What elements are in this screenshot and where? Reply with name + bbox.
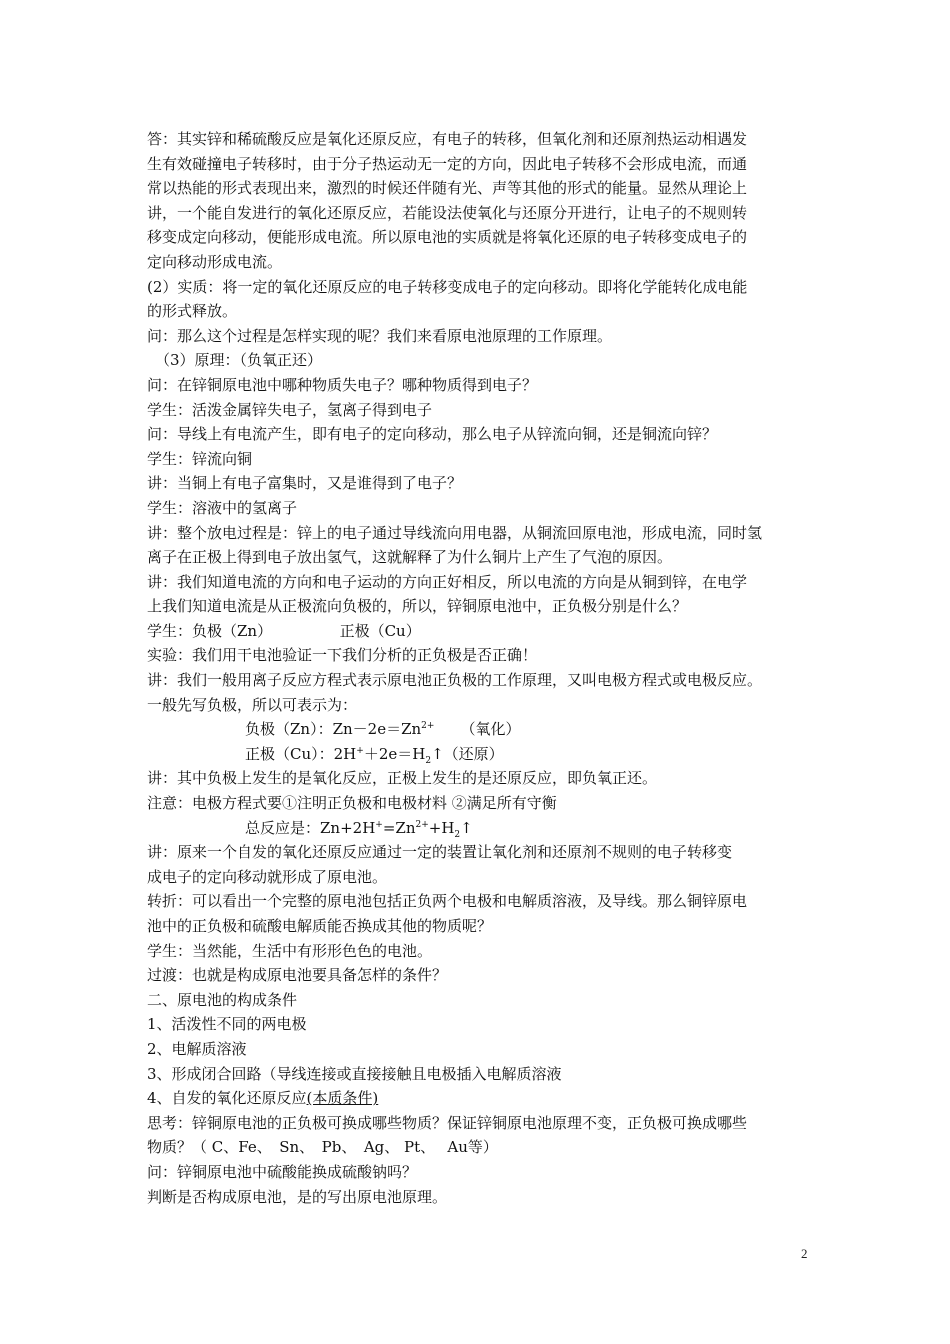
overall-reaction-equation <box>147 816 815 841</box>
equation-text: ＋2e＝H <box>363 744 426 763</box>
list-item-text: 4、自发的氧化还原反应 <box>147 1089 307 1108</box>
equation-text: 负极（Zn）：Zn－2e＝Zn <box>245 720 422 739</box>
section-heading: 二、原电池的构成条件 <box>147 990 298 1009</box>
subscript: 2 <box>425 755 432 766</box>
paragraph-line: 讲，一个能自发进行的氧化还原反应，若能设法使氧化与还原分开进行，让电子的不规则转 <box>147 203 748 222</box>
positive-electrode-equation <box>147 742 815 767</box>
equation-note: ↑（还原） <box>431 744 504 763</box>
equation-text: +H <box>428 818 455 837</box>
section-heading: （3）原理：（负氧正还） <box>155 351 323 370</box>
paragraph-line: 一般先写负极，所以可表示为： <box>147 695 358 714</box>
list-item: 2、电解质溶液 <box>147 1039 247 1058</box>
paragraph-line: 过渡：也就是构成原电池要具备怎样的条件？ <box>147 966 448 985</box>
paragraph-line: 讲：原来一个自发的氧化还原反应通过一定的装置让氧化剂和还原剂不规则的电子转移变 <box>147 843 733 862</box>
paragraph-line: 学生：当然能，生活中有形形色色的电池。 <box>147 941 433 960</box>
superscript: 2+ <box>415 819 429 830</box>
paragraph-line: 移变成定向移动，便能形成电流。所以原电池的实质就是将氧化还原的电子转移变成电子的 <box>147 228 748 247</box>
paragraph-line: 生有效碰撞电子转移时，由于分子热运动无一定的方向，因此电子转移不会形成电流，而通 <box>147 154 748 173</box>
negative-electrode-equation <box>147 717 815 742</box>
list-item <box>147 1086 815 1111</box>
paragraph-line: 常以热能的形式表现出来，激烈的时候还伴随有光、声等其他的形式的能量。显然从理论上 <box>147 179 748 198</box>
paragraph-line: 学生：负极（Zn） 正极（Cu） <box>147 621 421 640</box>
document-body <box>147 127 815 1209</box>
paragraph-line: 讲：其中负极上发生的是氧化反应，正极上发生的是还原反应，即负氧正还。 <box>147 769 658 788</box>
underlined-note: (本质条件) <box>306 1089 379 1108</box>
equation-text: 总反应是：Zn+2H <box>245 818 376 837</box>
paragraph-line: 定向移动形成电流。 <box>147 252 283 271</box>
list-item: 1、活泼性不同的两电极 <box>147 1015 307 1034</box>
paragraph-line: 注意：电极方程式要①注明正负极和电极材料 ②满足所有守衡 <box>147 794 557 813</box>
equation-text: 正极（Cu）：2H <box>245 744 357 763</box>
superscript: 2+ <box>421 721 435 732</box>
paragraph-line: (2）实质：将一定的氧化还原反应的电子转移变成电子的定向移动。即将化学能转化成电能 <box>147 277 748 296</box>
paragraph-line: 转折：可以看出一个完整的原电池包括正负两个电极和电解质溶液，及导线。那么铜锌原电 <box>147 892 748 911</box>
equation-text: =Zn <box>382 818 416 837</box>
paragraph-line: 答：其实锌和稀硫酸反应是氧化还原反应，有电子的转移，但氧化剂和还原剂热运动相遇发 <box>147 130 748 148</box>
paragraph-line: 讲：整个放电过程是：锌上的电子通过导线流向用电器，从铜流回原电池，形成电流，同时氢 <box>147 523 763 542</box>
paragraph-line: 问：锌铜原电池中硫酸能换成硫酸钠吗？ <box>147 1162 418 1181</box>
paragraph-line: 离子在正极上得到电子放出氢气，这就解释了为什么铜片上产生了气泡的原因。 <box>147 548 673 567</box>
equation-text: ↑ <box>460 818 473 837</box>
paragraph-line: 判断是否构成原电池，是的写出原电池原理。 <box>147 1187 448 1206</box>
paragraph-line: 学生：锌流向铜 <box>147 449 253 468</box>
paragraph-line: 问：在锌铜原电池中哪种物质失电子？哪种物质得到电子？ <box>147 375 538 394</box>
paragraph-line: 学生：活泼金属锌失电子，氢离子得到电子 <box>147 400 433 419</box>
paragraph-line: 的形式释放。 <box>147 302 238 321</box>
superscript: + <box>356 745 364 756</box>
paragraph-line: 实验：我们用干电池验证一下我们分析的正负极是否正确！ <box>147 646 538 665</box>
list-item: 3、形成闭合回路（导线连接或直接接触且电极插入电解质溶液 <box>147 1064 562 1083</box>
paragraph-line: 讲：当铜上有电子富集时，又是谁得到了电子？ <box>147 474 463 493</box>
equation-note: （氧化） <box>460 720 521 739</box>
paragraph-line: 物质？（ C、Fe、 Sn、 Pb、 Ag、 Pt、 Au等） <box>147 1138 498 1157</box>
paragraph-line: 思考：锌铜原电池的正负极可换成哪些物质？保证锌铜原电池原理不变，正负极可换成哪些 <box>147 1113 748 1132</box>
paragraph-line: 讲：我们一般用离子反应方程式表示原电池正负极的工作原理，又叫电极方程式或电极反应。 <box>147 671 763 690</box>
paragraph-line: 成电子的定向移动就形成了原电池。 <box>147 867 388 886</box>
paragraph-line: 问：那么这个过程是怎样实现的呢？我们来看原电池原理的工作原理。 <box>147 326 613 345</box>
subscript: 2 <box>454 829 461 840</box>
page-number: 2 <box>801 1246 808 1261</box>
paragraph-line: 问：导线上有电流产生，即有电子的定向移动，那么电子从锌流向铜，还是铜流向锌？ <box>147 425 718 444</box>
paragraph-line: 学生：溶液中的氢离子 <box>147 498 298 517</box>
paragraph-line: 讲：我们知道电流的方向和电子运动的方向正好相反，所以电流的方向是从铜到锌，在电学 <box>147 572 748 591</box>
paragraph-line: 上我们知道电流是从正极流向负极的，所以，锌铜原电池中，正负极分别是什么？ <box>147 597 688 616</box>
superscript: + <box>375 819 383 830</box>
paragraph-line: 池中的正负极和硫酸电解质能否换成其他的物质呢？ <box>147 917 493 935</box>
